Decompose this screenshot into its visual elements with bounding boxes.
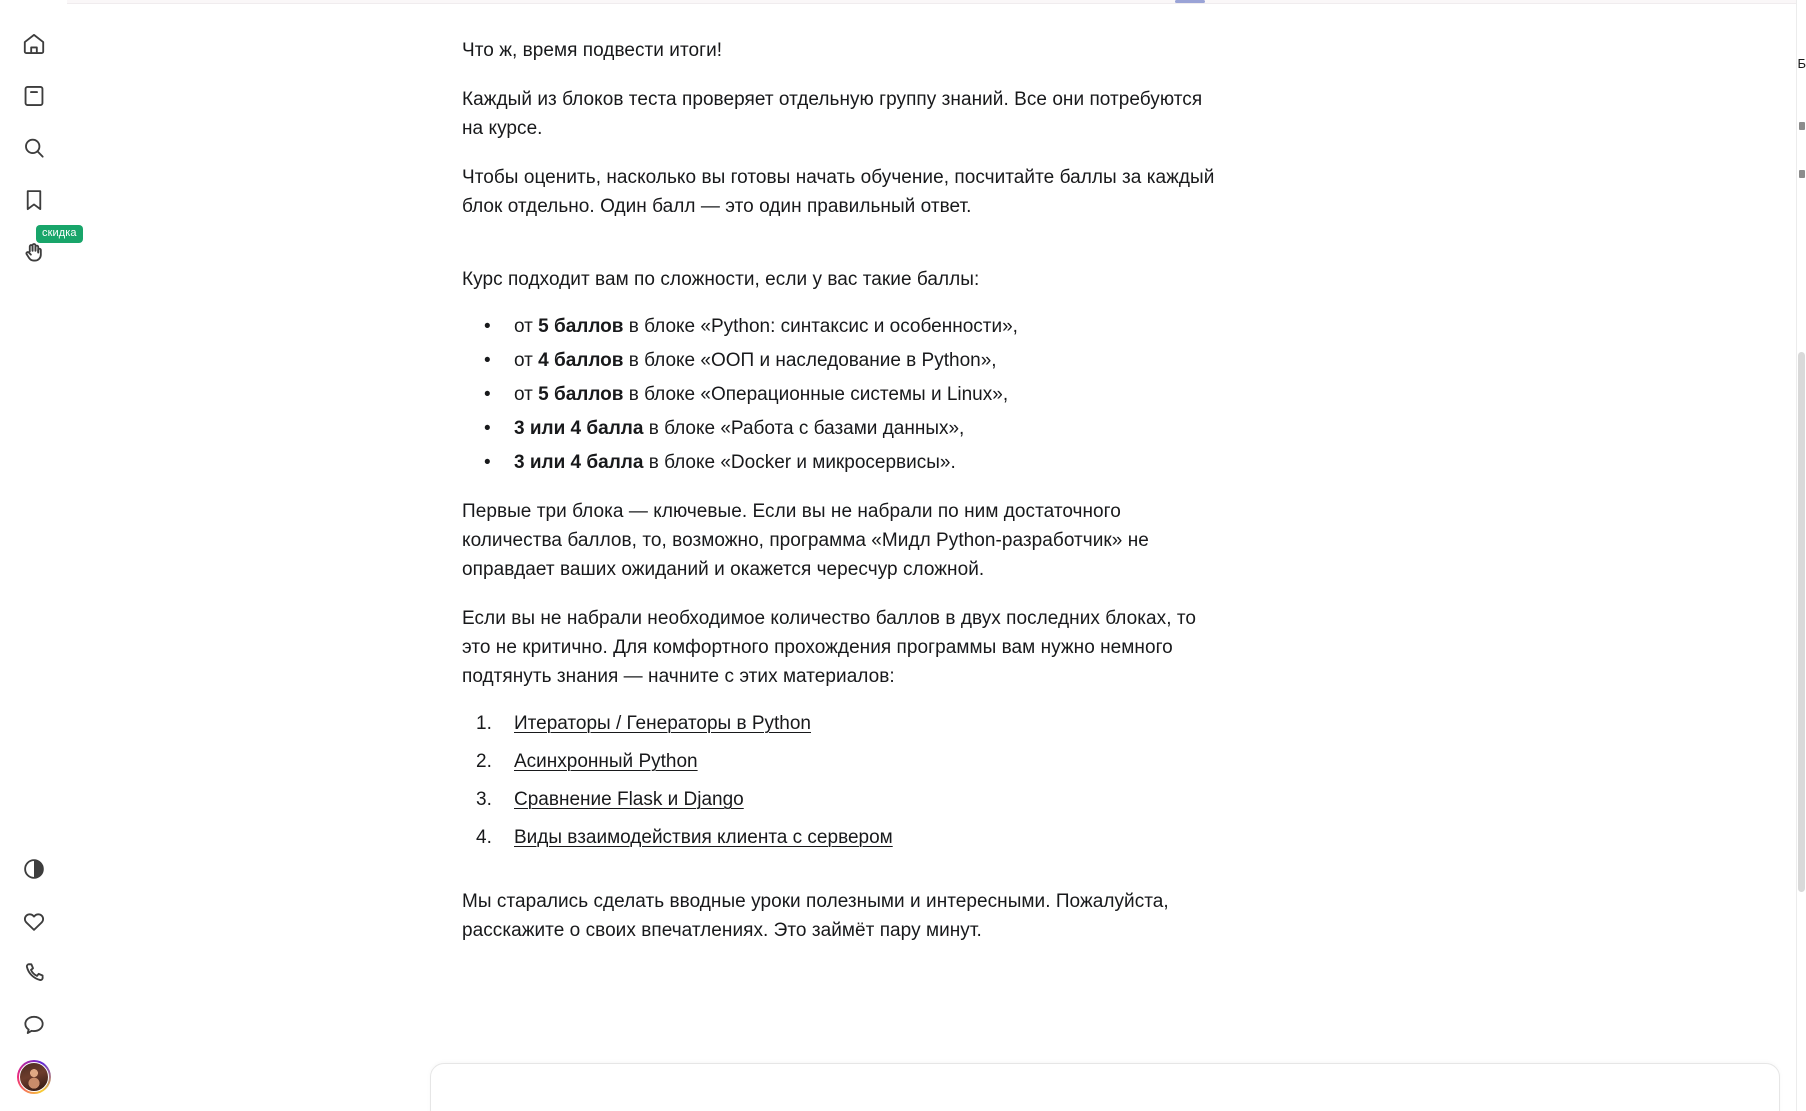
paragraph-blocks: Каждый из блоков теста проверяет отдельную группу знаний. Все они потребуются на курсе. xyxy=(462,89,1203,139)
bullet-prefix: от xyxy=(514,350,539,371)
section-spacer xyxy=(462,241,1222,265)
feedback-card[interactable] xyxy=(430,1063,1780,1111)
list-item xyxy=(462,448,1222,477)
list-item xyxy=(462,312,1222,341)
bookmark-icon xyxy=(21,187,47,213)
bullet-suffix: в блоке «ООП и наследование в Python», xyxy=(623,350,997,371)
sidebar-item-courses[interactable] xyxy=(0,70,67,122)
vertical-scrollbar-thumb[interactable] xyxy=(1798,352,1805,892)
sidebar-item-search[interactable] xyxy=(0,122,67,174)
bullet-suffix: в блоке «Docker и микросервисы». xyxy=(643,452,956,473)
material-link-1[interactable]: Итераторы / Генераторы в Python xyxy=(514,713,811,734)
material-link-3[interactable]: Сравнение Flask и Django xyxy=(514,789,744,810)
sidebar-item-chat[interactable] xyxy=(0,999,67,1051)
bullet-suffix: в блоке «Операционные системы и Linux», xyxy=(623,384,1009,405)
rail-label: Б xyxy=(1797,56,1806,71)
right-rail xyxy=(1796,0,1806,1111)
phone-icon xyxy=(21,960,47,986)
list-item xyxy=(462,346,1222,375)
bullet-prefix: от xyxy=(514,384,539,405)
bullet-prefix: от xyxy=(514,316,539,337)
home-icon xyxy=(21,31,47,57)
bullet-suffix: в блоке «Работа с базами данных», xyxy=(643,418,965,439)
discount-badge[interactable]: скидка xyxy=(36,225,83,243)
paragraph-fit-intro: Курс подходит вам по сложности, если у вас такие баллы: xyxy=(462,269,980,290)
search-icon xyxy=(21,135,47,161)
sidebar-bottom-group xyxy=(0,843,67,1103)
sidebar-top-group xyxy=(0,18,77,278)
sidebar-item-theme[interactable] xyxy=(0,843,67,895)
recommended-materials-list xyxy=(462,711,1222,851)
material-link-2[interactable]: Асинхронный Python xyxy=(514,751,698,772)
rail-marker xyxy=(1799,170,1805,178)
lesson-content xyxy=(462,0,1222,965)
paragraph-key-blocks: Первые три блока — ключевые. Если вы не набрали по ним достаточного количества баллов, то, возможно, программа «Мидл Python-разработчик» не оправдает ваших ожиданий и окажется чересчур сложной. xyxy=(462,501,1149,580)
score-requirements-list xyxy=(462,312,1222,477)
avatar-image xyxy=(19,1062,49,1092)
contrast-icon xyxy=(21,856,47,882)
bullet-score: 3 или 4 балла xyxy=(514,452,644,473)
bullet-score: 3 или 4 балла xyxy=(514,418,644,439)
bullet-suffix: в блоке «Python: синтаксис и особенности», xyxy=(623,316,1018,337)
paragraph-intro: Что ж, время подвести итоги! xyxy=(462,40,723,61)
paragraph-feedback-request: Мы старались сделать вводные уроки полезными и интересными. Пожалуйста, расскажите о своих впечатлениях. Это займёт пару минут. xyxy=(462,891,1169,941)
left-sidebar xyxy=(0,0,77,1111)
section-spacer xyxy=(462,863,1222,887)
bullet-score: 4 баллов xyxy=(538,350,624,371)
list-item xyxy=(462,380,1222,409)
chat-icon xyxy=(21,1012,47,1038)
sidebar-item-profile[interactable] xyxy=(0,1051,67,1103)
sidebar-item-home[interactable] xyxy=(0,18,67,70)
sidebar-item-call[interactable] xyxy=(0,947,67,999)
paragraph-not-critical: Если вы не набрали необходимое количество баллов в двух последних блоках, то это не критично. Для комфортного прохождения программы вам нужно немного подтянуть знания — начните с этих материалов: xyxy=(462,608,1197,687)
paragraph-scoring: Чтобы оценить, насколько вы готовы начать обучение, посчитайте баллы за каждый блок отдельно. Один балл — это один правильный ответ. xyxy=(462,167,1215,217)
material-link-4[interactable]: Виды взаимодействия клиента с сервером xyxy=(514,827,893,848)
list-item xyxy=(462,749,1222,775)
sidebar-item-promo[interactable] xyxy=(0,226,77,278)
sidebar-item-favorites[interactable] xyxy=(0,895,67,947)
bullet-score: 5 баллов xyxy=(538,316,624,337)
list-item xyxy=(462,787,1222,813)
heart-icon xyxy=(21,908,47,934)
avatar[interactable] xyxy=(17,1060,51,1094)
list-item xyxy=(462,414,1222,443)
list-item xyxy=(462,711,1222,737)
book-icon xyxy=(21,83,47,109)
list-item xyxy=(462,825,1222,851)
bullet-score: 5 баллов xyxy=(538,384,624,405)
sidebar-item-bookmarks[interactable] xyxy=(0,174,67,226)
rail-marker xyxy=(1799,122,1805,130)
